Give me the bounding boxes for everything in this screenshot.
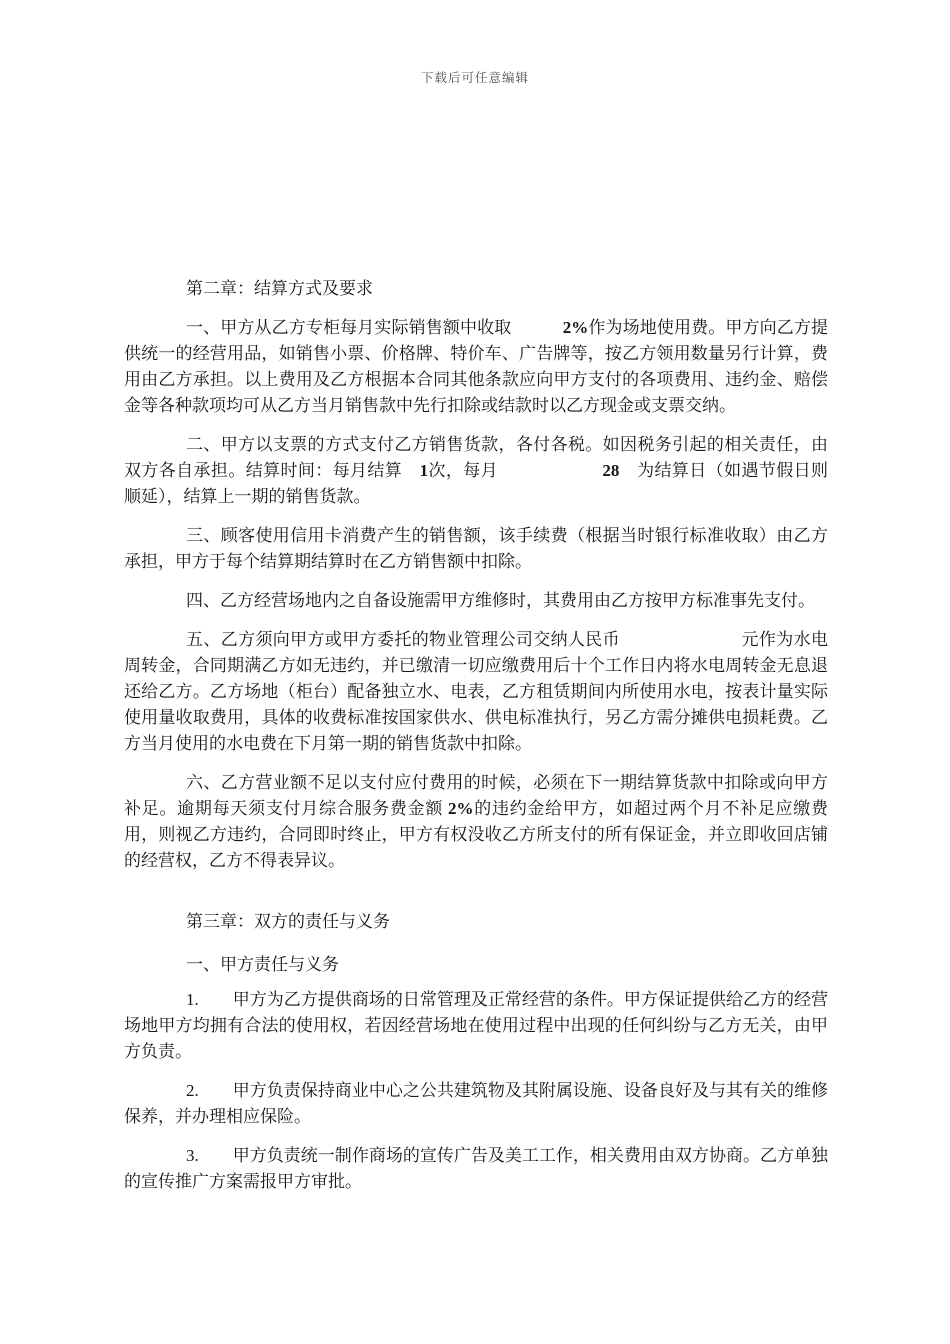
chapter3-paragraph-2: 2. 甲方负责保持商业中心之公共建筑物及其附属设施、设备良好及与其有关的维修保养，并办理相应保险。: [124, 1081, 828, 1126]
chapter2-heading: 第二章：结算方式及要求: [186, 279, 373, 298]
chapter2-paragraph-1: [124, 315, 828, 419]
chapter3-heading: 第三章：双方的责任与义务: [186, 912, 390, 931]
fill-in-value-penalty-percent: 2%: [448, 799, 474, 818]
chapter2-paragraph-6: [124, 770, 828, 874]
fill-in-value-times: 1: [419, 461, 429, 480]
text-run: 一、甲方从乙方专柜每月实际销售额中收取: [186, 318, 563, 337]
text-run: 六、乙方营业额不足以支付应付费用的时候，必须在下一期结算货款中扣除或向甲方补足。逾期每天须支付月综合服务费金额: [124, 773, 828, 818]
document-content: [124, 276, 828, 1208]
fill-in-value-percent: 2%: [562, 318, 589, 337]
chapter3-paragraph-3: 3. 甲方负责统一制作商场的宣传广告及美工工作，相关费用由双方协商。乙方单独的宣传推广方案需报甲方审批。: [124, 1146, 828, 1191]
text-run: 次，每月: [428, 461, 603, 480]
chapter3-subheading: 一、甲方责任与义务: [186, 955, 339, 974]
fill-in-value-day: 28: [602, 461, 620, 480]
text-run: 为结算日（如遇节假日则顺延），结算上一期的销售货款。: [124, 461, 829, 506]
chapter2-paragraph-5: 五、乙方须向甲方或甲方委托的物业管理公司交纳人民币 元作为水电周转金，合同期满乙方如无违约，并已缴清一切应缴费用后十个工作日内将水电周转金无息退还给乙方。乙方场地（柜台）配备独立水、电表，乙方租赁期间内所使用水电，按表计量实际使用量收取费用，具体的收费标准按国家供水、供电标准执行，另乙方需分摊供电损耗费。乙方当月使用的水电费在下月第一期的销售货款中扣除。: [124, 630, 828, 753]
text-run: 的违约金给甲方，如超过两个月不补足应缴费用，则视乙方违约，合同即时终止，甲方有权没收乙方所支付的所有保证金，并立即收回店铺的经营权，乙方不得表异议。: [124, 799, 829, 870]
text-run: 二、甲方以支票的方式支付乙方销售货款，各付各税。如因税务引起的相关责任，由双方各自承担。结算时间：每月结算: [124, 435, 828, 480]
text-run: 作为场地使用费。甲方向乙方提供统一的经营用品，如销售小票、价格牌、特价车、广告牌等，按乙方领用数量另行计算，费用由乙方承担。以上费用及乙方根据本合同其他条款应向甲方支付的各项费用、违约金、赔偿金等各种款项均可从乙方当月销售款中先行扣除或结款时以乙方现金或支票交纳。: [124, 318, 828, 415]
chapter2-paragraph-2: [124, 432, 828, 510]
chapter2-paragraph-4: 四、乙方经营场地内之自备设施需甲方维修时，其费用由乙方按甲方标准事先支付。: [186, 591, 815, 610]
header-note: 下载后可任意编辑: [420, 71, 529, 85]
chapter2-paragraph-3: 三、顾客使用信用卡消费产生的销售额，该手续费（根据当时银行标准收取）由乙方承担，甲方于每个结算期结算时在乙方销售额中扣除。: [124, 526, 828, 571]
chapter3-paragraph-1: 1. 甲方为乙方提供商场的日常管理及正常经营的条件。甲方保证提供给乙方的经营场地甲方均拥有合法的使用权，若因经营场地在使用过程中出现的任何纠纷与乙方无关，由甲方负责。: [124, 990, 828, 1061]
